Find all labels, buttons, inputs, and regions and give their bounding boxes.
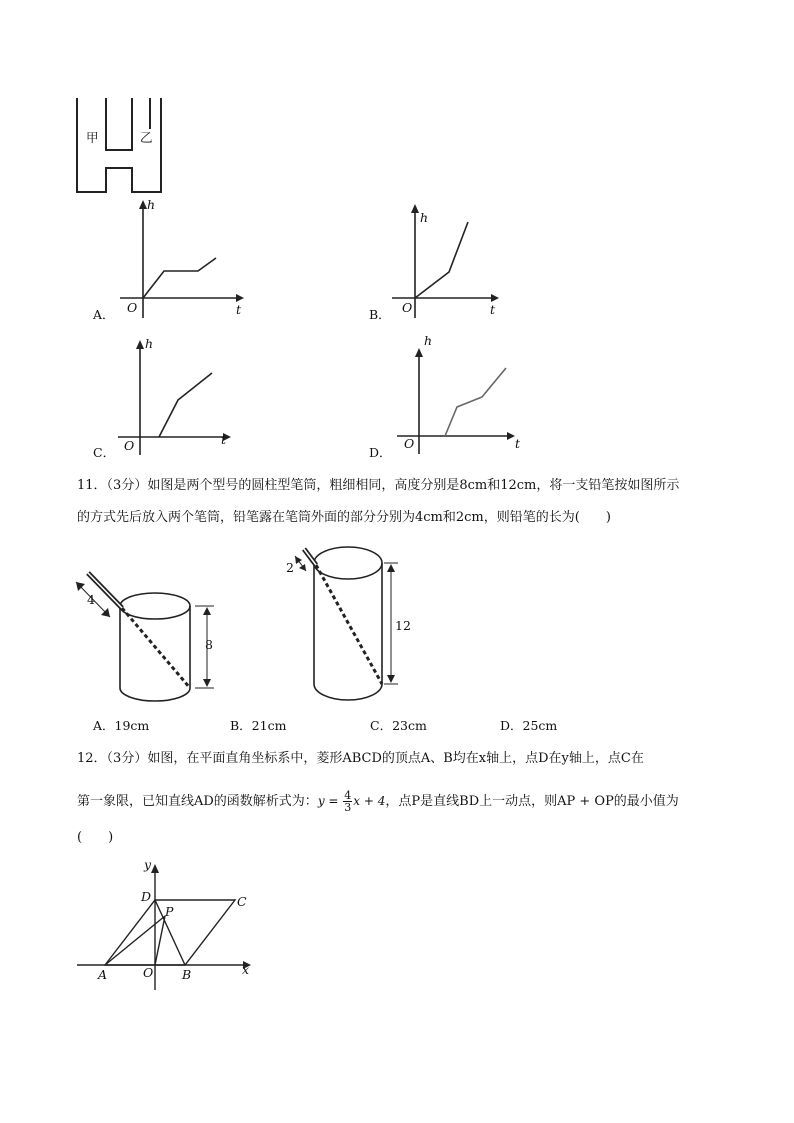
graph-c xyxy=(118,340,231,455)
cylinder-1-height-label: 8 xyxy=(205,637,213,652)
graph-b-origin: O xyxy=(402,300,413,315)
graph-d-curve xyxy=(445,368,506,436)
q12-eq-denominator: 3 xyxy=(344,801,352,814)
vessel-right-label: 乙 xyxy=(140,130,153,145)
q12-equation xyxy=(318,790,386,813)
graph-d-y-label: h xyxy=(424,333,433,348)
cylinder-1-exposed-label: 4 xyxy=(87,592,95,607)
q12-point-c-label: C xyxy=(237,894,247,909)
q12-point-a-label: A xyxy=(98,967,108,982)
cylinder-2-height-label: 12 xyxy=(395,618,411,633)
cylinder-1 xyxy=(76,573,214,701)
option-d-letter[interactable]: D． xyxy=(369,445,392,460)
cylinder-2 xyxy=(295,547,398,700)
graph-b-y-label: h xyxy=(420,210,429,225)
q12-y-axis-label: y xyxy=(144,857,152,872)
q12-answer-blank: ( ) xyxy=(77,830,114,845)
q11-stem-line1: 11．（3分）如图是两个型号的圆柱型笔筒，粗细相同，高度分别是8cm和12cm，将一支铅笔按如图所示 xyxy=(77,478,680,493)
q12-line2-start: 第一象限，已知直线AD的函数解析式为： xyxy=(77,794,318,809)
option-a-letter[interactable]: A． xyxy=(93,307,115,322)
graph-c-y-label: h xyxy=(145,336,154,351)
q11-option-d[interactable]: D．25cm xyxy=(500,718,558,733)
graph-a xyxy=(120,200,244,318)
graph-d-x-label: t xyxy=(515,436,521,451)
q12-stem-line1: 12．（3分）如图，在平面直角坐标系中，菱形ABCD的顶点A、B均在x轴上，点D在y轴上，点C在 xyxy=(77,751,644,766)
cylinder-2-exposed-label: 2 xyxy=(286,560,294,575)
graph-d-origin: O xyxy=(404,436,415,451)
q11-option-b[interactable]: B．21cm xyxy=(230,718,287,733)
q12-point-d-label: D xyxy=(141,889,152,904)
graph-b-x-label: t xyxy=(490,302,496,317)
graph-c-origin: O xyxy=(124,438,135,453)
q12-point-o-label: O xyxy=(143,965,154,980)
q12-eq-y: y = xyxy=(317,794,339,808)
vessel-left-label: 甲 xyxy=(86,130,99,145)
q12-point-b-label: B xyxy=(182,967,192,982)
q12-eq-numerator: 4 xyxy=(344,789,352,802)
q11-option-a[interactable]: A．19cm xyxy=(93,718,150,733)
q11-stem-line2: 的方式先后放入两个笔筒，铅笔露在笔筒外面的部分分别为4cm和2cm，则铅笔的长为( ) xyxy=(77,510,611,525)
graph-a-origin: O xyxy=(127,300,138,315)
graph-a-x-label: t xyxy=(236,302,242,317)
graph-b-curve xyxy=(415,222,468,298)
q12-eq-rest: x + 4 xyxy=(353,794,386,808)
q12-stem-line2 xyxy=(77,790,679,813)
option-b-letter[interactable]: B． xyxy=(369,307,391,322)
graph-d xyxy=(397,348,515,454)
graph-a-y-label: h xyxy=(147,197,156,212)
q12-x-axis-label: x xyxy=(242,962,250,977)
pencil-2-inside xyxy=(316,565,382,684)
q12-point-p-label: P xyxy=(165,904,174,919)
pencil-1-inside xyxy=(122,608,190,688)
q11-option-c[interactable]: C．23cm xyxy=(370,718,427,733)
q12-eq-fraction xyxy=(343,790,352,813)
option-c-letter[interactable]: C． xyxy=(93,445,116,460)
graph-a-curve xyxy=(143,258,216,298)
q12-line2-end: ，点P是直线BD上一动点，则AP + OP的最小值为 xyxy=(385,794,679,809)
graph-c-x-label: t xyxy=(221,432,227,447)
graph-c-curve xyxy=(159,373,212,437)
